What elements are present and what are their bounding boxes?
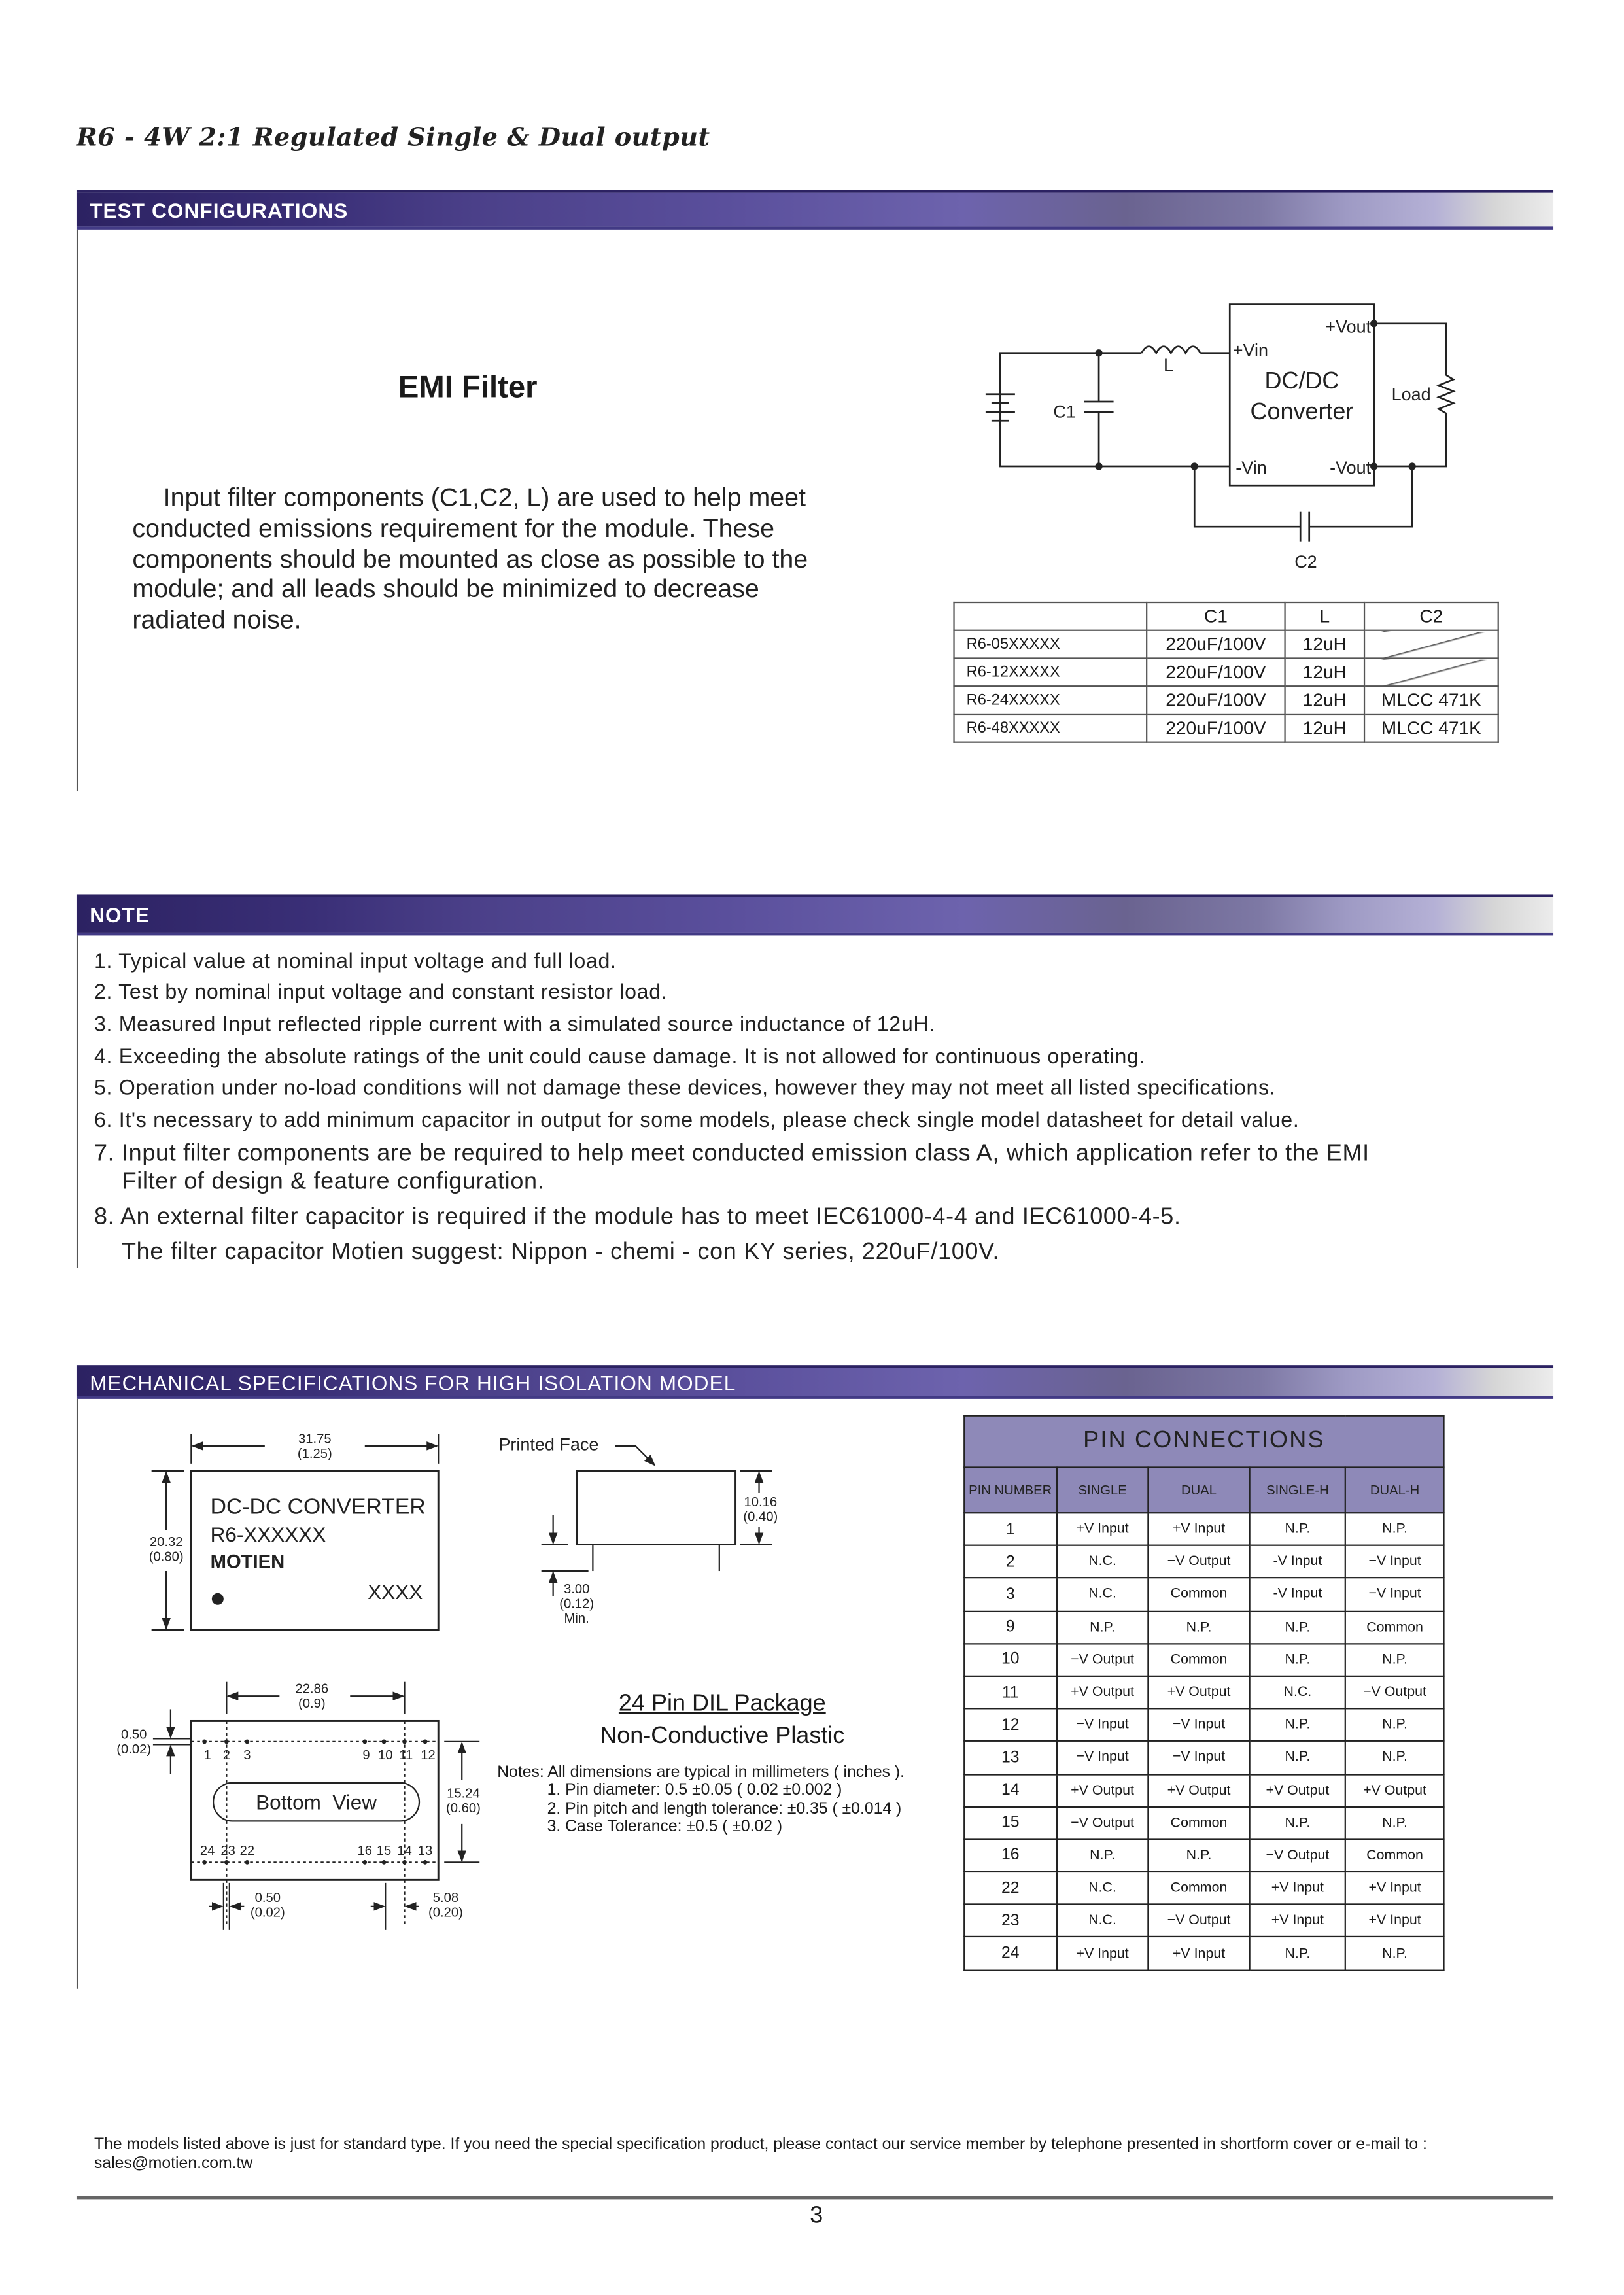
c1-cell: 220uF/100V — [1147, 658, 1285, 686]
pin-function-cell: N.P. — [1249, 1937, 1345, 1970]
inductor-l — [1141, 347, 1200, 353]
pin-function-cell: +V Output — [1056, 1774, 1149, 1806]
pin-function-cell: N.P. — [1249, 1709, 1345, 1742]
l-cell: 12uH — [1285, 658, 1364, 686]
pin-function-cell: N.P. — [1346, 1513, 1444, 1545]
section-title: MECHANICAL SPECIFICATIONS FOR HIGH ISOLATION MODEL — [90, 1371, 736, 1395]
pin-function-cell: −V Input — [1346, 1545, 1444, 1578]
emi-filter-circuit-diagram — [0, 0, 1624, 618]
pin-function-cell: Common — [1346, 1611, 1444, 1644]
dim-height-inch: (0.80) — [148, 1549, 184, 1564]
c2-cell-not-applicable — [1364, 658, 1498, 686]
pin-number: 10 — [378, 1748, 393, 1763]
table-row — [964, 1578, 1443, 1611]
pin-function-cell: N.C. — [1056, 1905, 1149, 1937]
table-row — [964, 1644, 1443, 1676]
c2-cell: MLCC 471K — [1364, 686, 1498, 714]
vin-plus-label: +Vin — [1232, 340, 1268, 360]
emi-paragraph-text: Input filter components (C1,C2, L) are used to help meet conducted emissions requirement for the module. These components should be mounted as close as possible to the module; and all leads should be minimized to decrease radiated noise. — [132, 482, 808, 634]
pin-number-cell: 12 — [964, 1709, 1056, 1742]
note-item: 8. An external filter capacitor is required if the module has to meet IEC61000-4-4 and IEC61000-4-5. — [94, 1205, 1181, 1230]
pin-function-cell: +V Input — [1149, 1937, 1249, 1970]
vin-minus-label: -Vin — [1235, 458, 1267, 478]
emi-component-table — [953, 602, 1498, 743]
pin-table-title: PIN CONNECTIONS — [964, 1416, 1443, 1468]
pin-function-cell: −V Output — [1346, 1676, 1444, 1709]
pin-number-cell: 23 — [964, 1905, 1056, 1937]
c2-cell: MLCC 471K — [1364, 714, 1498, 742]
mechanical-note: 3. Case Tolerance: ±0.5 ( ±0.02 ) — [547, 1818, 783, 1836]
header-dual: DUAL — [1149, 1467, 1249, 1513]
table-row — [954, 714, 1498, 742]
capacitor-c2 — [1300, 512, 1309, 542]
l-cell: 12uH — [1285, 686, 1364, 714]
bottom-view-label: Bottom View — [256, 1791, 377, 1814]
mechanical-note: 2. Pin pitch and length tolerance: ±0.35 ( ±0.014 ) — [547, 1799, 902, 1818]
pin-function-cell: Common — [1149, 1806, 1249, 1839]
table-row — [964, 1676, 1443, 1709]
c1-label: C1 — [1053, 402, 1076, 422]
model-cell: R6-48XXXXX — [954, 714, 1147, 742]
table-row — [964, 1513, 1443, 1545]
note-item: 1. Typical value at nominal input voltage and full load. — [94, 950, 617, 974]
model-cell: R6-12XXXXX — [954, 658, 1147, 686]
package-material: Non-Conductive Plastic — [600, 1723, 845, 1750]
table-row — [964, 1937, 1443, 1970]
page-number: 3 — [810, 2203, 823, 2229]
c2-cell-not-applicable — [1364, 630, 1498, 659]
note-item-continued: Filter of design & feature configuration. — [94, 1169, 545, 1195]
pin-function-cell: -V Input — [1249, 1545, 1345, 1578]
pin-function-cell: −V Output — [1056, 1806, 1149, 1839]
pin-function-cell: +V Output — [1346, 1774, 1444, 1806]
pin-function-cell: +V Input — [1056, 1937, 1149, 1970]
header-single-h: SINGLE-H — [1249, 1467, 1345, 1513]
pin-number-cell: 2 — [964, 1545, 1056, 1578]
pin-function-cell: N.C. — [1249, 1676, 1345, 1709]
pin-function-cell: Common — [1149, 1872, 1249, 1905]
pin-function-cell: −V Input — [1056, 1742, 1149, 1774]
printed-face-label: Printed Face — [498, 1434, 599, 1455]
emi-filter-title: EMI Filter — [398, 370, 538, 405]
pin-function-cell: N.C. — [1056, 1872, 1149, 1905]
table-row — [964, 1742, 1443, 1774]
header-dual-h: DUAL-H — [1346, 1467, 1444, 1513]
load-resistor — [1439, 375, 1453, 413]
pin-function-cell: N.P. — [1056, 1611, 1149, 1644]
pin-number-cell: 3 — [964, 1578, 1056, 1611]
c1-cell: 220uF/100V — [1147, 714, 1285, 742]
dim-side-height: 10.16 — [744, 1495, 778, 1510]
table-row — [964, 1905, 1443, 1937]
pin-number-cell: 10 — [964, 1644, 1056, 1676]
pin-function-cell: −V Input — [1056, 1709, 1149, 1742]
note-item: 4. Exceeding the absolute ratings of the unit could cause damage. It is not allowed for continuous operating. — [94, 1046, 1146, 1070]
dim-pitch-inch: (0.9) — [298, 1697, 326, 1712]
pin-function-cell: N.P. — [1249, 1742, 1345, 1774]
table-row — [964, 1611, 1443, 1644]
pin-number-cell: 14 — [964, 1774, 1056, 1806]
table-row — [964, 1839, 1443, 1872]
pin-function-cell: +V Input — [1249, 1905, 1345, 1937]
converter-label-line1: DC/DC — [1264, 366, 1339, 394]
document-title: R6 - 4W 2:1 Regulated Single & Dual output — [76, 123, 710, 153]
pin-connections-table — [963, 1415, 1444, 1971]
pin-function-cell: +V Output — [1149, 1774, 1249, 1806]
header-cell: C1 — [1147, 602, 1285, 630]
table-row — [964, 1806, 1443, 1839]
dim-row-spacing-inch: (0.60) — [446, 1801, 481, 1816]
c1-cell: 220uF/100V — [1147, 686, 1285, 714]
note-item: 3. Measured Input reflected ripple current with a simulated source inductance of 12uH. — [94, 1013, 935, 1037]
section-title: TEST CONFIGURATIONS — [90, 198, 349, 222]
section-header-note — [77, 894, 1553, 935]
pin-function-cell: +V Input — [1249, 1872, 1345, 1905]
note-item: 5. Operation under no-load conditions will not damage these devices, however they may not meet all listed specifications. — [94, 1077, 1276, 1101]
l-label: L — [1164, 354, 1174, 375]
header-cell: L — [1285, 602, 1364, 630]
pin-function-cell: Common — [1346, 1839, 1444, 1872]
table-row — [954, 630, 1498, 659]
model-cell: R6-24XXXXX — [954, 686, 1147, 714]
dim-offset-inch: (0.20) — [428, 1905, 463, 1920]
dim-pin-min: Min. — [564, 1611, 589, 1626]
pin-function-cell: +V Output — [1149, 1676, 1249, 1709]
dim-width-inch: (1.25) — [297, 1446, 332, 1461]
pin-function-cell: N.P. — [1149, 1839, 1249, 1872]
dim-edge: 0.50 — [120, 1727, 147, 1742]
load-label: Load — [1391, 384, 1431, 404]
pin-function-cell: +V Output — [1056, 1676, 1149, 1709]
pin-function-cell: N.P. — [1346, 1709, 1444, 1742]
dim-pin-diameter-inch: (0.02) — [250, 1905, 285, 1920]
case-label-brand: MOTIEN — [210, 1551, 285, 1573]
pin-number: 24 — [199, 1844, 215, 1859]
pin-function-cell: +V Input — [1346, 1905, 1444, 1937]
note-item-continued: The filter capacitor Motien suggest: Nippon - chemi - con KY series, 220uF/100V. — [94, 1239, 1000, 1266]
dim-offset: 5.08 — [432, 1891, 459, 1906]
pin-function-cell: −V Input — [1149, 1742, 1249, 1774]
vout-plus-label: +Vout — [1325, 317, 1372, 337]
pin-number-cell: 22 — [964, 1872, 1056, 1905]
pin-number-cell: 15 — [964, 1806, 1056, 1839]
table-row — [964, 1872, 1443, 1905]
dim-pin-length-inch: (0.12) — [559, 1596, 595, 1612]
pin-function-cell: −V Output — [1056, 1644, 1149, 1676]
dim-height: 20.32 — [149, 1534, 183, 1549]
capacitor-c1 — [1084, 402, 1114, 412]
pin-number: 9 — [362, 1748, 370, 1763]
table-row — [964, 1545, 1443, 1578]
pin-function-cell: N.P. — [1346, 1644, 1444, 1676]
pin-number: 2 — [222, 1748, 230, 1763]
table-row — [954, 658, 1498, 686]
model-cell: R6-05XXXXX — [954, 630, 1147, 659]
c2-label: C2 — [1294, 552, 1317, 572]
dim-width: 31.75 — [298, 1432, 332, 1447]
pin-function-cell: +V Input — [1056, 1513, 1149, 1545]
pin-table-header-row — [964, 1467, 1443, 1513]
case-label-model: R6-XXXXXX — [210, 1523, 326, 1547]
pin-function-cell: N.P. — [1346, 1806, 1444, 1839]
pin-number: 16 — [357, 1844, 373, 1859]
pin-function-cell: N.P. — [1149, 1611, 1249, 1644]
pin-number: 14 — [397, 1844, 412, 1859]
mechanical-note: 1. Pin diameter: 0.5 ±0.05 ( 0.02 ±0.002 ) — [547, 1781, 842, 1799]
pin-function-cell: +V Output — [1249, 1774, 1345, 1806]
pin-number-cell: 16 — [964, 1839, 1056, 1872]
pin-function-cell: N.P. — [1346, 1937, 1444, 1970]
header-cell: C2 — [1364, 602, 1498, 630]
table-header-row — [954, 602, 1498, 630]
pin-function-cell: −V Output — [1149, 1905, 1249, 1937]
pin-function-cell: N.P. — [1249, 1806, 1345, 1839]
c1-cell: 220uF/100V — [1147, 630, 1285, 659]
footer-disclaimer: The models listed above is just for standard type. If you need the special specification product, please contact our service member by telephone presented in shortform cover or e-mail to : sales@motien.com.tw — [94, 2135, 1427, 2172]
mechanical-drawing — [0, 1383, 956, 1942]
case-label-line1: DC-DC CONVERTER — [210, 1494, 426, 1519]
pin-function-cell: +V Input — [1149, 1513, 1249, 1545]
note-item: 7. Input filter components are be required to help meet conducted emission class A, which application refer to the EMI — [94, 1141, 1370, 1167]
note-item: 2. Test by nominal input voltage and constant resistor load. — [94, 981, 668, 1005]
pin-function-cell: Common — [1149, 1578, 1249, 1611]
side-view-outline — [577, 1471, 736, 1544]
pin-number: 23 — [220, 1844, 235, 1859]
pin-number-cell: 1 — [964, 1513, 1056, 1545]
pin-function-cell: −V Output — [1249, 1839, 1345, 1872]
section-title: NOTE — [90, 903, 150, 927]
pin-number-cell: 9 — [964, 1611, 1056, 1644]
mechanical-notes-title: Notes: All dimensions are typical in millimeters ( inches ). — [497, 1763, 905, 1782]
case-label-code: XXXX — [368, 1580, 423, 1604]
vout-minus-label: -Vout — [1330, 458, 1372, 478]
pin-function-cell: N.P. — [1346, 1742, 1444, 1774]
pin-function-cell: N.P. — [1249, 1644, 1345, 1676]
pin-number: 22 — [239, 1844, 255, 1859]
pin-function-cell: N.C. — [1056, 1578, 1149, 1611]
dim-row-spacing: 15.24 — [447, 1786, 480, 1801]
footer-divider — [77, 2196, 1553, 2198]
table-row — [964, 1709, 1443, 1742]
table-row — [964, 1774, 1443, 1806]
pin-number: 12 — [421, 1748, 436, 1763]
pin-function-cell: -V Input — [1249, 1578, 1345, 1611]
pin-number: 3 — [243, 1748, 251, 1763]
converter-label-line2: Converter — [1250, 397, 1354, 424]
note-item: 6. It's necessary to add minimum capacitor in output for some models, please check single model datasheet for detail value. — [94, 1109, 1300, 1133]
printed-face-arrow — [615, 1446, 655, 1465]
dim-pitch: 22.86 — [295, 1682, 329, 1697]
pin-number-cell: 13 — [964, 1742, 1056, 1774]
dim-side-height-inch: (0.40) — [743, 1510, 778, 1525]
package-title: 24 Pin DIL Package — [618, 1691, 826, 1717]
dim-edge-inch: (0.02) — [116, 1742, 152, 1757]
pin-function-cell: −V Output — [1149, 1545, 1249, 1578]
dim-pin-diameter: 0.50 — [254, 1891, 281, 1906]
pin-function-cell: N.C. — [1056, 1545, 1149, 1578]
l-cell: 12uH — [1285, 714, 1364, 742]
pin-function-cell: −V Input — [1346, 1578, 1444, 1611]
pin-function-cell: Common — [1149, 1644, 1249, 1676]
pin-number: 13 — [417, 1844, 433, 1859]
pin-number: 11 — [399, 1748, 413, 1763]
table-row — [954, 686, 1498, 714]
header-cell — [954, 602, 1147, 630]
pin-function-cell: N.P. — [1056, 1839, 1149, 1872]
pin-number-cell: 11 — [964, 1676, 1056, 1709]
pin-number-cell: 24 — [964, 1937, 1056, 1970]
dim-pin-length: 3.00 — [563, 1581, 590, 1596]
pin-function-cell: N.P. — [1249, 1611, 1345, 1644]
pin-number: 1 — [203, 1748, 211, 1763]
pin1-indicator-dot — [212, 1593, 224, 1605]
pin-function-cell: N.P. — [1249, 1513, 1345, 1545]
section-border — [77, 935, 78, 1268]
pin-function-cell: −V Input — [1149, 1709, 1249, 1742]
pin-number: 15 — [376, 1844, 392, 1859]
pin-function-cell: +V Input — [1346, 1872, 1444, 1905]
header-single: SINGLE — [1056, 1467, 1149, 1513]
l-cell: 12uH — [1285, 630, 1364, 659]
header-pin-number: PIN NUMBER — [964, 1467, 1056, 1513]
